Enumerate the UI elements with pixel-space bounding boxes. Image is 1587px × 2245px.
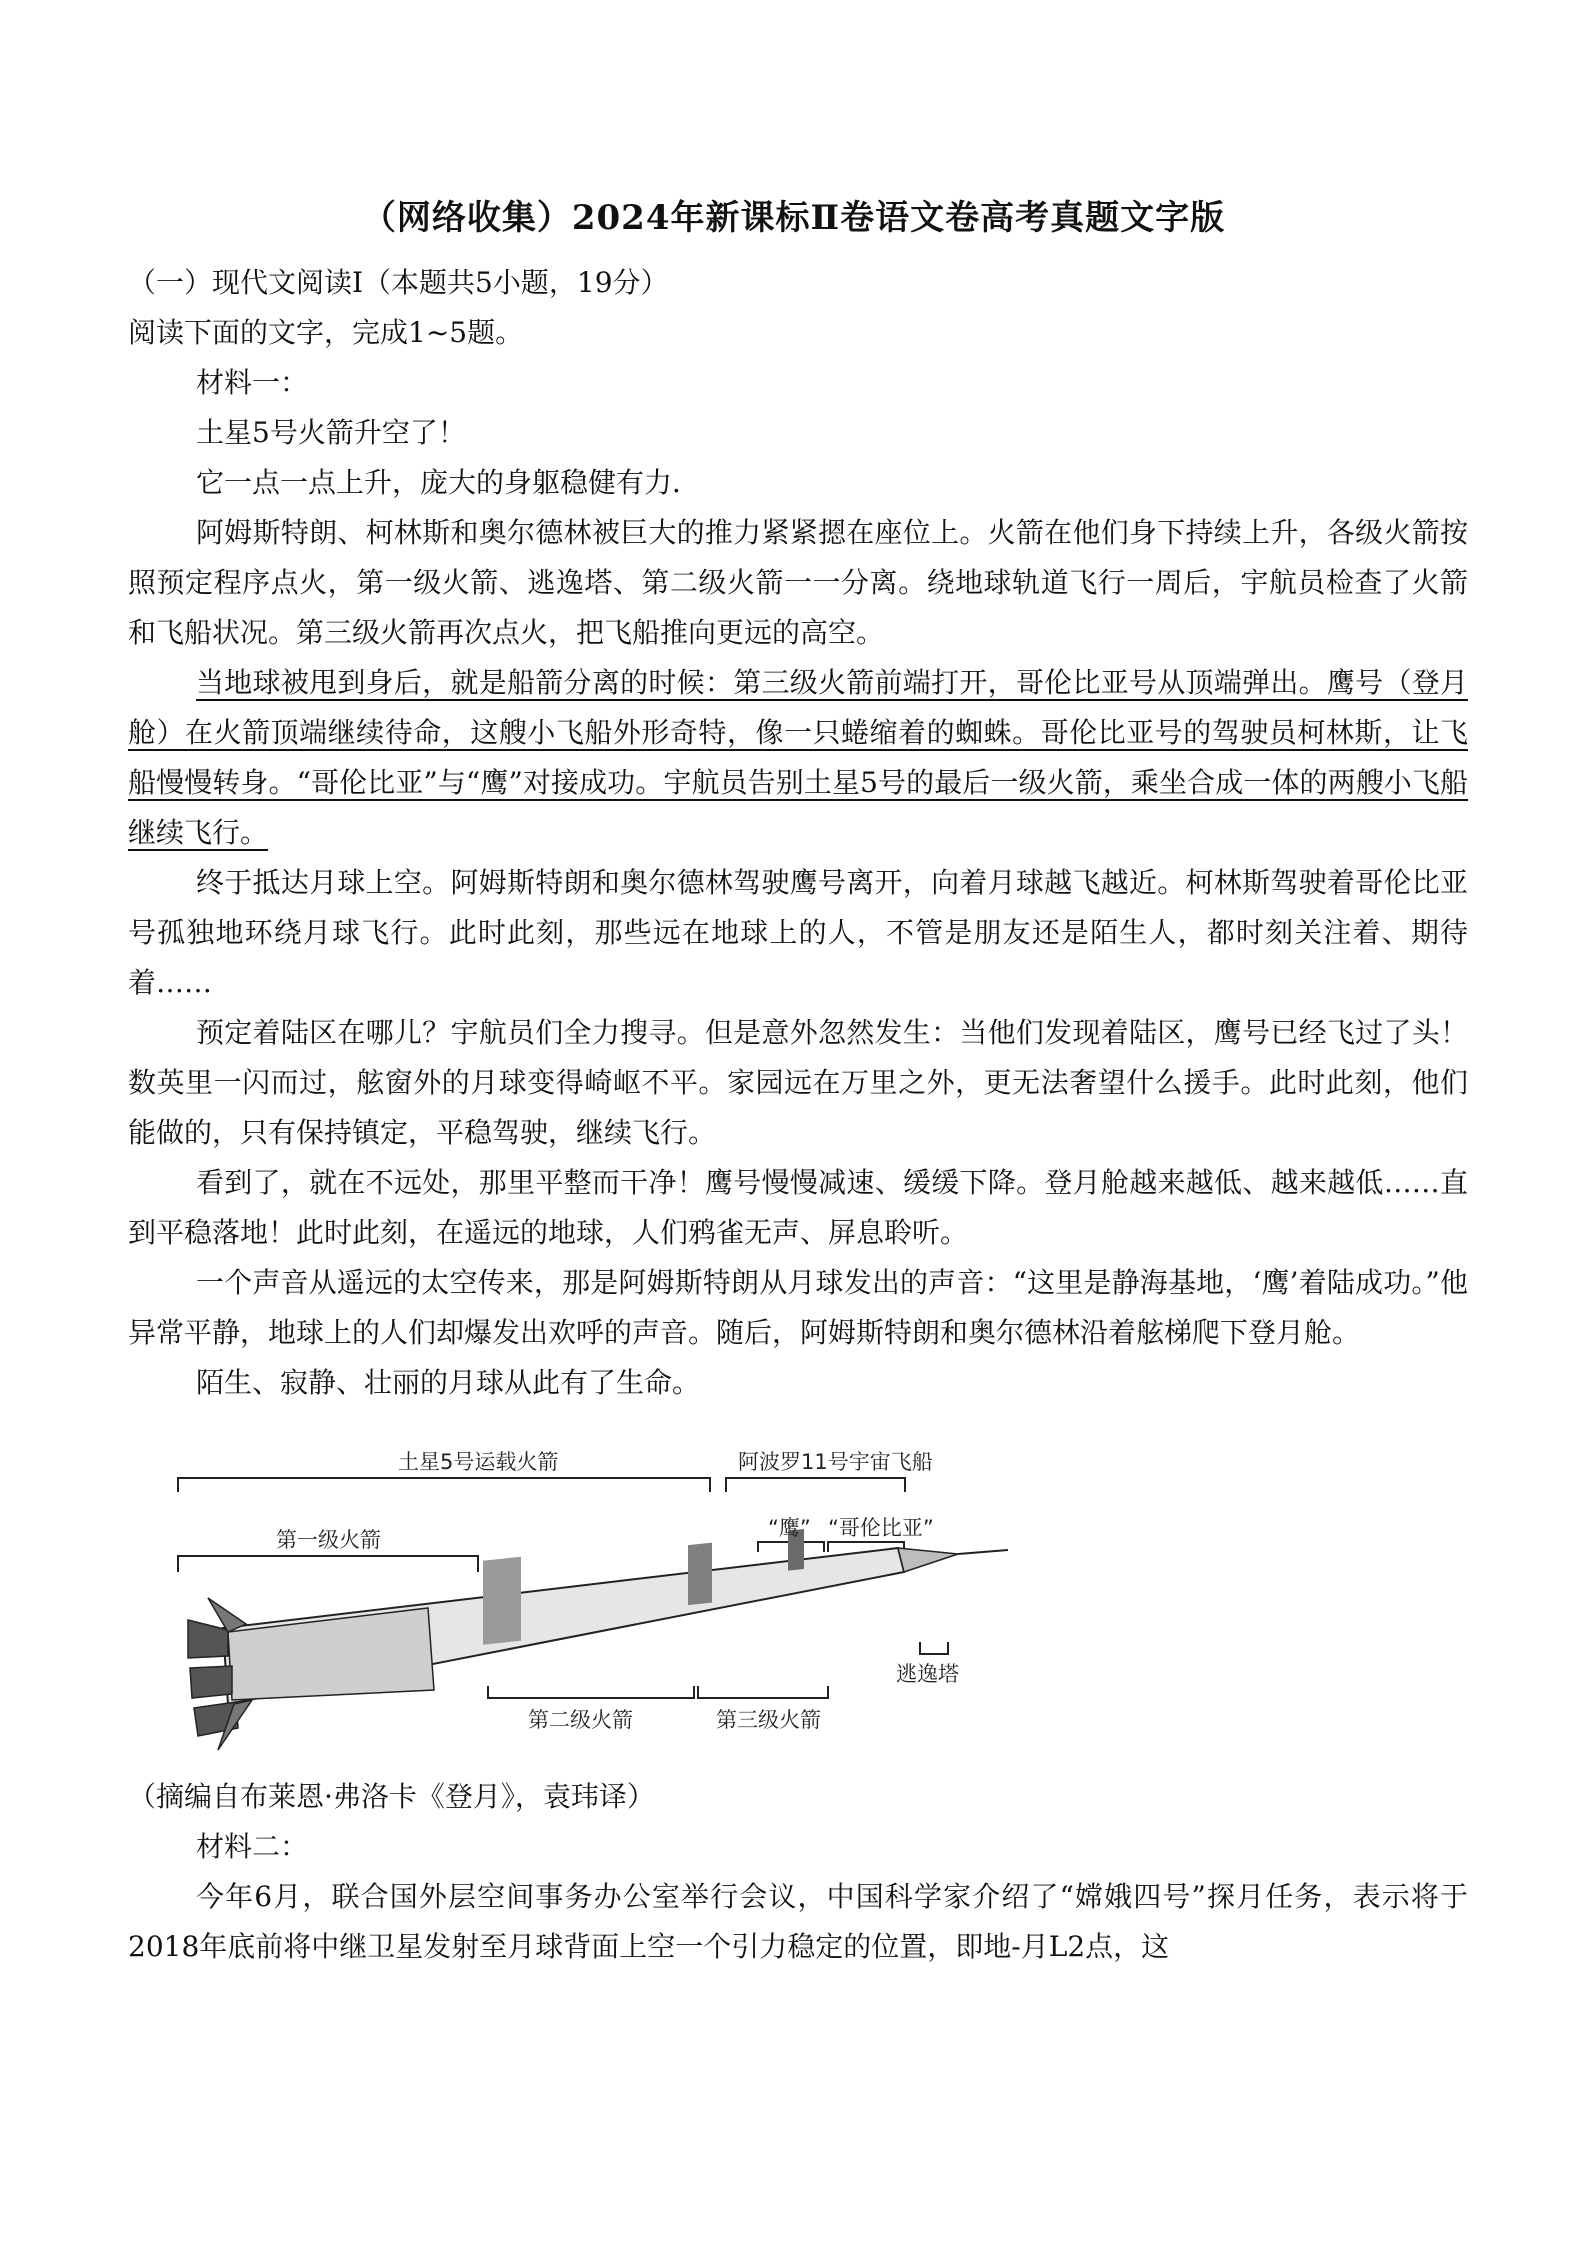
paragraph: 它一点一点上升，庞大的身躯稳健有力．	[196, 466, 701, 499]
paragraph: 陌生、寂静、壮丽的月球从此有了生命。	[196, 1366, 701, 1399]
apollo-11-label: 阿波罗11号宇宙飞船	[738, 1450, 933, 1474]
eagle-label: “鹰”	[768, 1516, 811, 1540]
stage1-label: 第一级火箭	[276, 1528, 381, 1552]
paragraph: 终于抵达月球上空。阿姆斯特朗和奥尔德林驾驶鹰号离开，向着月球越飞越近。柯林斯驾驶着哥伦比亚号孤独地环绕月球飞行。此时此刻，那些远在地球上的人，不管是朋友还是陌生人，都时刻关注着、期待着……	[128, 866, 1468, 999]
paragraph: 预定着陆区在哪儿？宇航员们全力搜寻。但是意外忽然发生：当他们发现着陆区，鹰号已经飞过了头！数英里一闪而过，舷窗外的月球变得崎岖不平。家园远在万里之外，更无法奢望什么援手。此时此刻，他们能做的，只有保持镇定，平稳驾驶，继续飞行。	[128, 1016, 1468, 1149]
rocket-figure	[128, 1432, 1468, 1772]
paragraph: 看到了，就在不远处，那里平整而干净！鹰号慢慢减速、缓缓下降。登月舱越来越低、越来越低……直到平稳落地！此时此刻，在遥远的地球，人们鸦雀无声、屏息聆听。	[128, 1166, 1468, 1249]
figure-caption: （摘编自布莱恩·弗洛卡《登月》，袁玮译）	[128, 1780, 655, 1813]
stage2-label: 第二级火箭	[528, 1708, 633, 1732]
paragraph: 阿姆斯特朗、柯林斯和奥尔德林被巨大的推力紧紧摁在座位上。火箭在他们身下持续上升，各级火箭按照预定程序点火，第一级火箭、逃逸塔、第二级火箭一一分离。绕地球轨道飞行一周后，宇航员检查了火箭和飞船状况。第三级火箭再次点火，把飞船推向更远的高空。	[128, 516, 1468, 649]
paragraph: 今年6月，联合国外层空间事务办公室举行会议，中国科学家介绍了“嫦娥四号”探月任务，表示将于2018年底前将中继卫星发射至月球背面上空一个引力稳定的位置，即地-月L2点，这	[128, 1880, 1468, 1963]
paragraph: 一个声音从遥远的太空传来，那是阿姆斯特朗从月球发出的声音：“这里是静海基地，‘鹰’着陆成功。”他异常平静，地球上的人们却爆发出欢呼的声音。随后，阿姆斯特朗和奥尔德林沿着舷梯爬下登月舱。	[128, 1266, 1468, 1349]
underlined-paragraph: 当地球被甩到身后，就是船箭分离的时候：第三级火箭前端打开，哥伦比亚号从顶端弹出。鹰号（登月舱）在火箭顶端继续待命，这艘小飞船外形奇特，像一只蜷缩着的蜘蛛。哥伦比亚号的驾驶员柯林斯，让飞船慢慢转身。“哥伦比亚”与“鹰”对接成功。宇航员告别土星5号的最后一级火箭，乘坐合成一体的两艘小飞船继续飞行。	[128, 666, 1468, 849]
material2-label: 材料二：	[196, 1830, 309, 1863]
instruction: 阅读下面的文字，完成1~5题。	[128, 316, 524, 349]
section-header: （一）现代文阅读Ⅰ（本题共5小题，19分）	[128, 266, 669, 299]
material1-label: 材料一：	[196, 366, 309, 399]
paragraph: 土星5号火箭升空了！	[196, 416, 466, 449]
stage3-label: 第三级火箭	[716, 1708, 821, 1732]
document-body	[128, 258, 1468, 1972]
saturn-v-label: 土星5号运载火箭	[398, 1450, 559, 1474]
page-title: （网络收集）2024年新课标Ⅱ卷语文卷高考真题文字版	[361, 198, 1226, 238]
escape-tower-label: 逃逸塔	[896, 1662, 959, 1686]
columbia-label: “哥伦比亚”	[828, 1516, 934, 1540]
